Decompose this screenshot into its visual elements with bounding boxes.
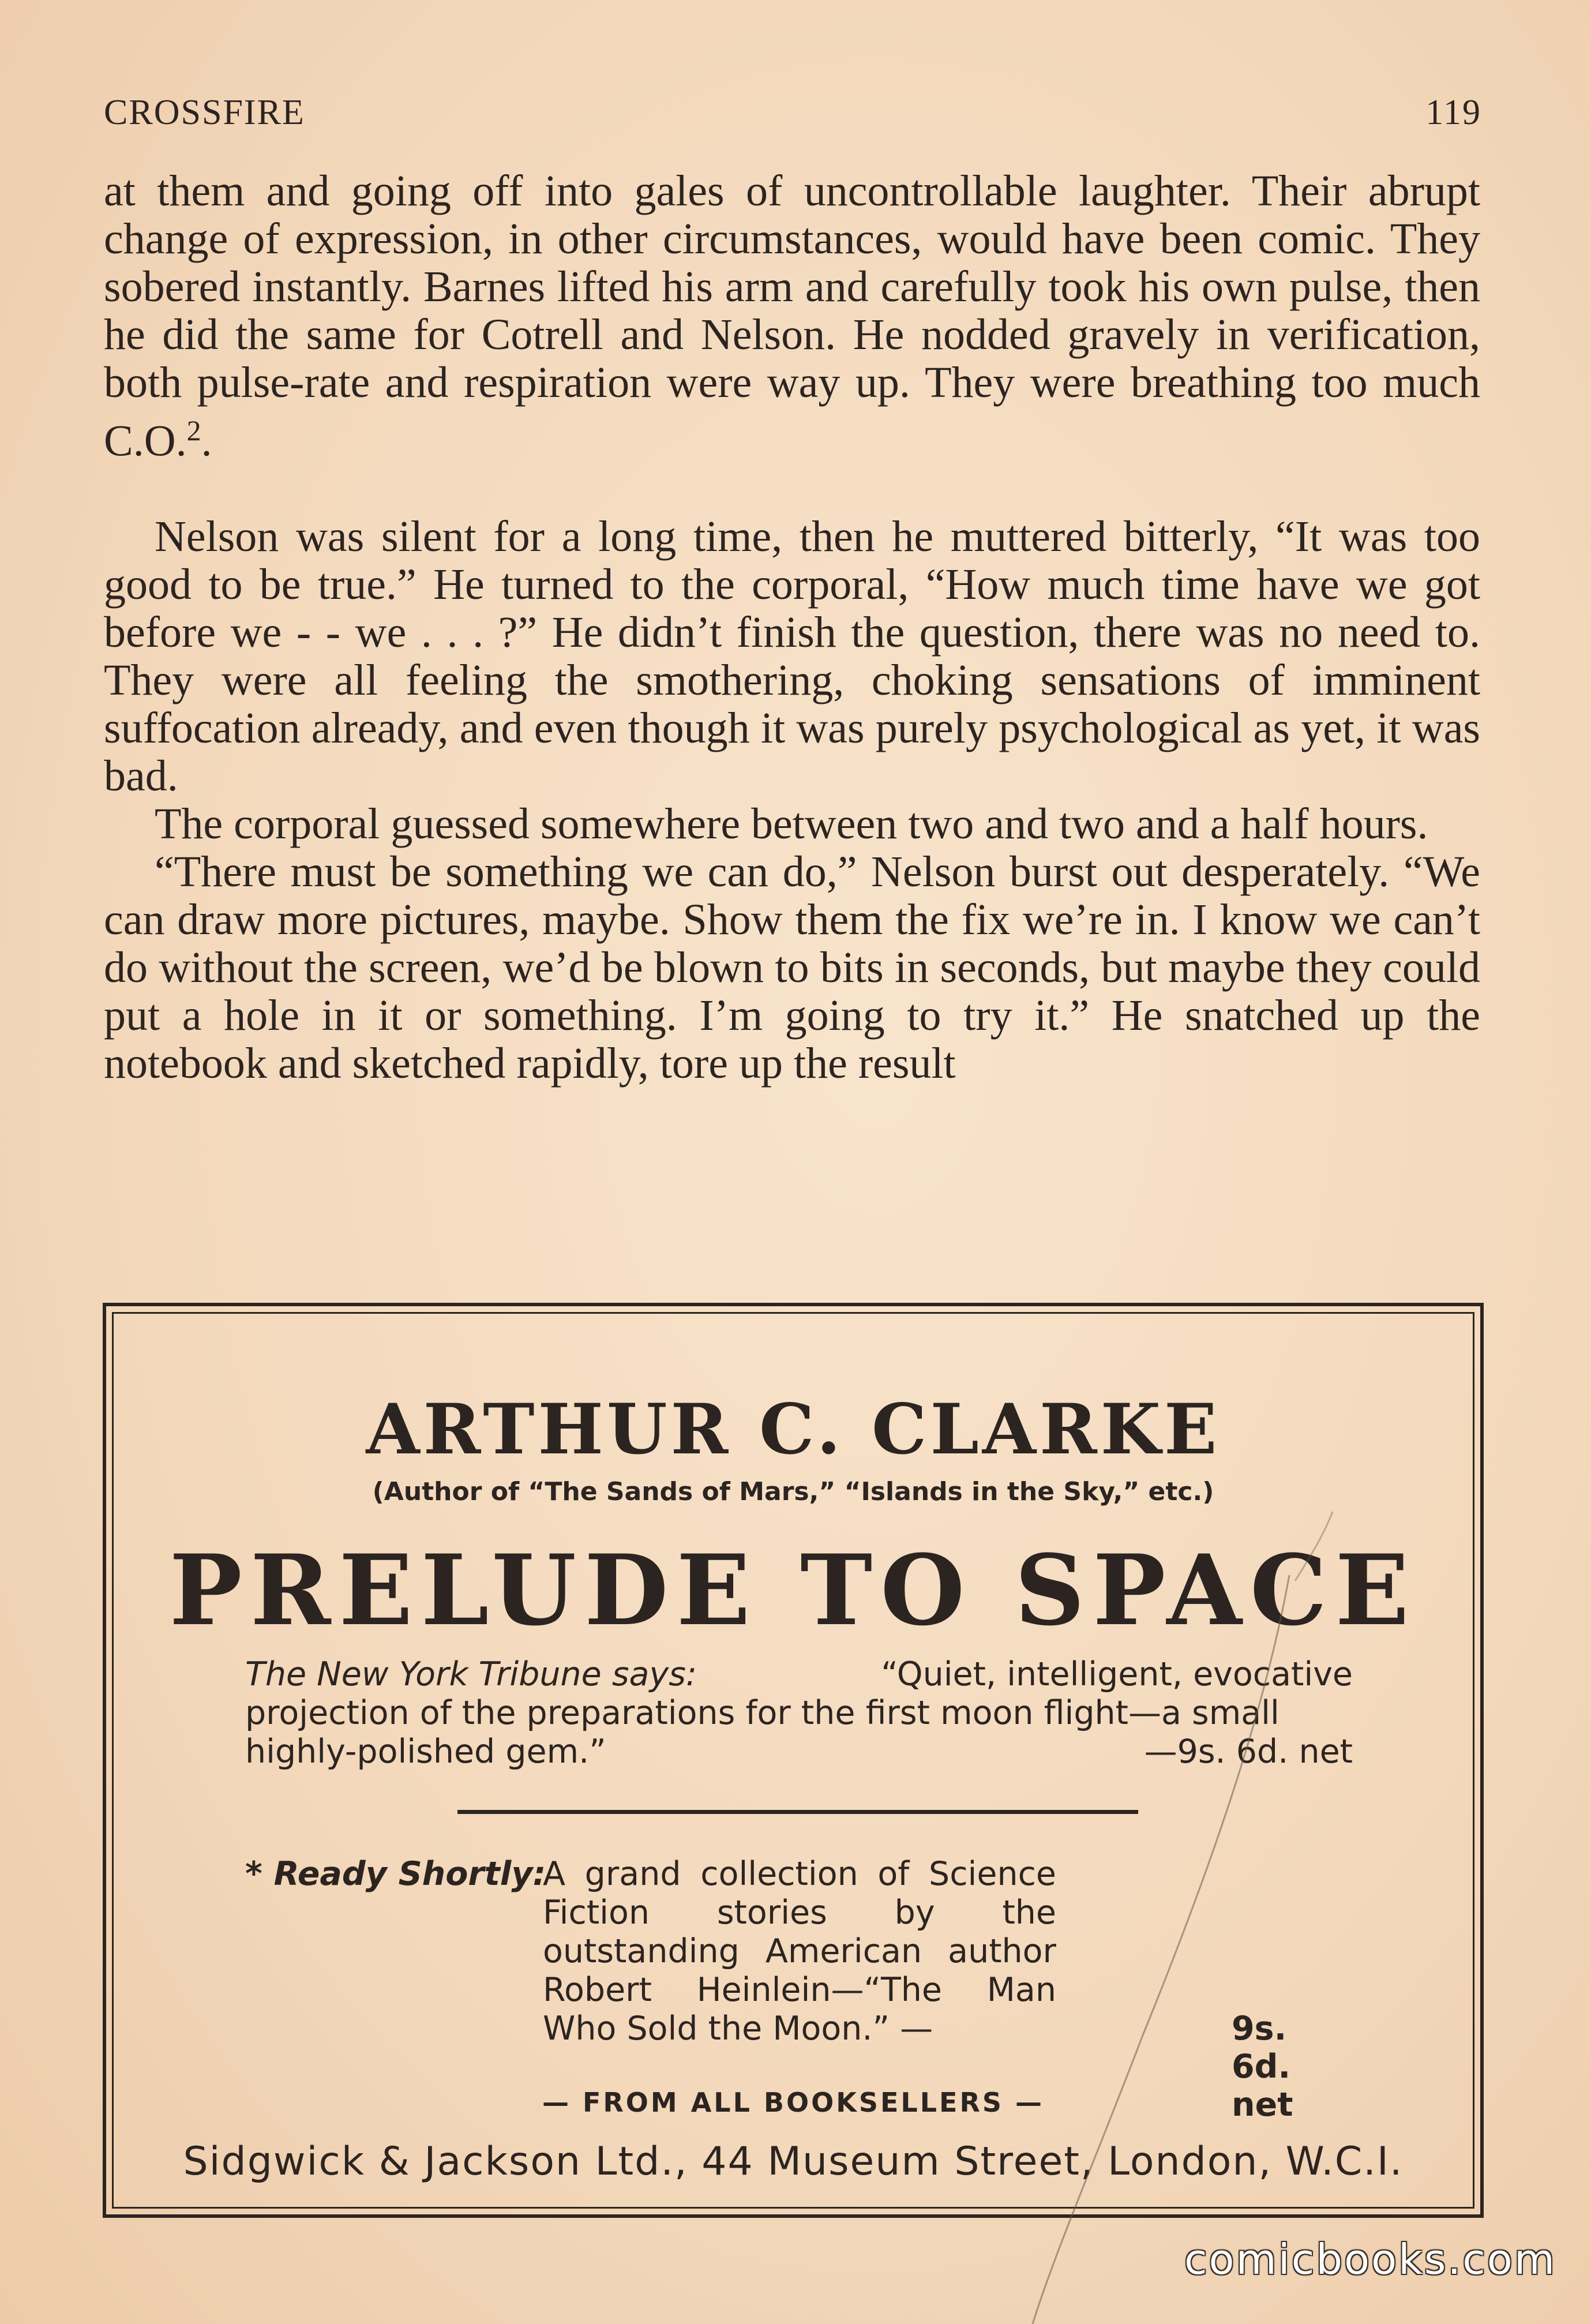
story-paragraph: Nelson was silent for a long time, then he muttered bitterly, “It was too good to be true.” He turned to the corporal, “How much time have we got before we - - we . . . ?” He didn’t finish the question, there was no need to. They were all feeling the smothering, choking sensations of imminent suffocation already, and even though it was purely psychological as yet, it was bad.	[104, 512, 1480, 801]
ad-publisher: Sidgwick & Jackson Ltd., 44 Museum Street, London, W.C.I.	[183, 2139, 1404, 2184]
ad-author-credits: (Author of “The Sands of Mars,” “Islands in the Sky,” etc.)	[372, 1477, 1214, 1506]
book-advertisement	[103, 1303, 1484, 2218]
review-quote: “Quiet, intelligent, evocative	[881, 1655, 1353, 1693]
running-title: CROSSFIRE	[104, 92, 305, 132]
story-paragraph: The corporal guessed somewhere between two and two and a half hours.	[155, 800, 1428, 849]
divider	[457, 1810, 1138, 1814]
running-head	[104, 87, 1481, 138]
price: 9s. 6d. net	[1232, 2010, 1293, 2124]
story-text	[104, 167, 1480, 1088]
story-paragraph: “There must be something we can do,” Nelson burst out desperately. “We can draw more pictures, maybe. Show them the fix we’re in. I know we can’t do without the screen, we’d be blown to bits in seconds, but maybe they could put a hole in it or something. I’m going to try it.” He snatched up the notebook and sketched rapidly, tore up the result	[104, 848, 1480, 1088]
ad-sellers: — FROM ALL BOOKSELLERS —	[542, 2087, 1045, 2118]
ready-shortly-label: * Ready Shortly:	[245, 1855, 546, 1893]
review-source: The New York Tribune says:	[245, 1655, 697, 1693]
ad-author: ARTHUR C. CLARKE	[366, 1389, 1221, 1470]
story-paragraph: at them and going off into gales of uncontrollable laughter. Their abrupt change of expression, in other circumstances, would have been comic. They sobered instantly. Barnes lifted his arm and carefully took his own pulse, then he did the same for Cotrell and Nelson. He nodded gravely in verification, both pulse-rate and respiration were way up. They were breathing too much C.O.$^2$.	[104, 167, 1480, 466]
page-number: 119	[1425, 92, 1481, 132]
ad-book-title: PRELUDE TO SPACE	[169, 1533, 1417, 1647]
advertisement-inner-border	[112, 1312, 1474, 2209]
review-quote: highly-polished gem.”	[245, 1733, 606, 1771]
superscript: 2	[186, 414, 201, 447]
watermark-logo: comicbooks.com	[1184, 2235, 1556, 2284]
ad-review	[245, 1655, 1353, 1771]
review-quote: projection of the preparations for the first moon flight—a small	[245, 1694, 1279, 1732]
ready-shortly-text: A grand collection of Science Fiction stories by the outstanding American author Robert Heinlein—“The Man Who Sold the Moon.” —	[543, 1855, 1056, 2048]
price: —9s. 6d. net	[1144, 1733, 1353, 1771]
